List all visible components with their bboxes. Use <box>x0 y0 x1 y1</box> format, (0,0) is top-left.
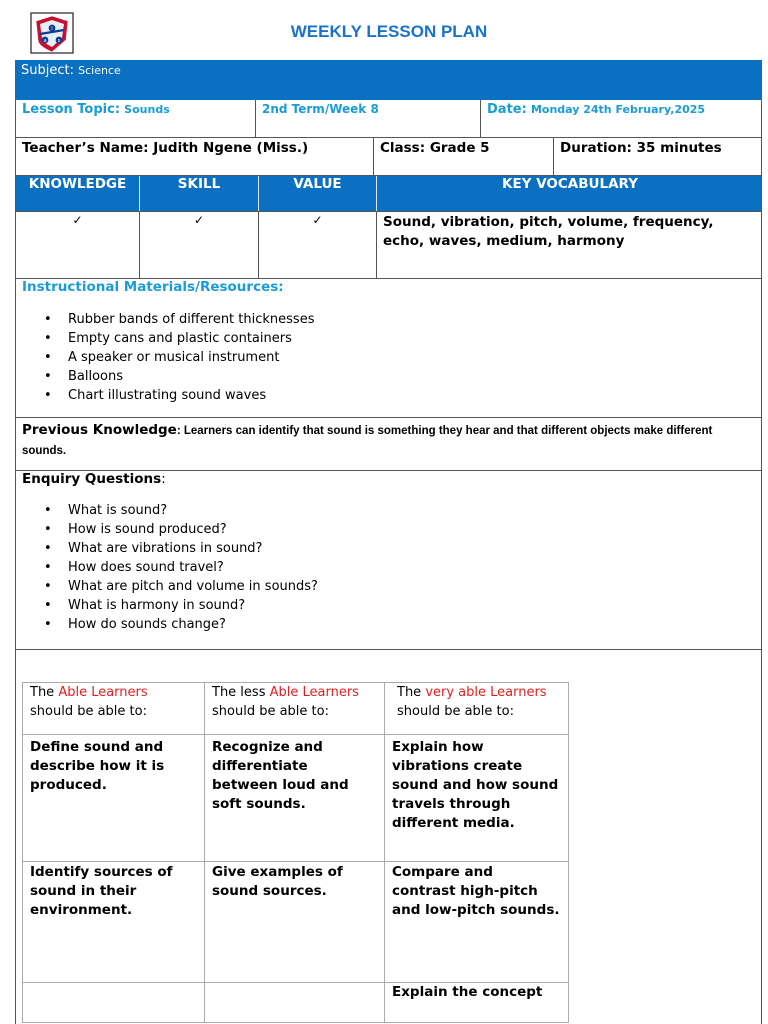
header-pre: The <box>397 685 426 700</box>
enquiry-list <box>44 501 318 634</box>
table-cell: Compare and contrast high-pitch and low-pitch sounds. <box>385 862 569 983</box>
duration-cell <box>554 138 763 175</box>
page-title: WEEKLY LESSON PLAN <box>290 22 488 41</box>
list-item: • What are vibrations in sound? <box>44 539 318 558</box>
header-pre: The less <box>212 685 270 700</box>
table-cell: Give examples of sound sources. <box>205 862 385 983</box>
logo-letter-3: s <box>57 38 61 44</box>
date-label: Date: <box>487 102 527 117</box>
duration-value: Duration: 35 minutes <box>560 140 722 156</box>
table-cell <box>205 983 385 1023</box>
skill-check: ✓ <box>140 212 259 278</box>
key-vocabulary-text: Sound, vibration, pitch, volume, frequency, echo, waves, medium, harmony <box>383 214 714 249</box>
table-row <box>23 983 569 1023</box>
table-cell: Recognize and differentiate between loud and soft sounds. <box>205 735 385 862</box>
list-item: • A speaker or musical instrument <box>44 348 314 367</box>
previous-knowledge-label: Previous Knowledge <box>22 422 177 438</box>
table-row <box>23 683 569 735</box>
able-learners-header <box>23 683 205 735</box>
term-cell <box>256 100 481 137</box>
enquiry-colon: : <box>161 471 166 487</box>
value-check: ✓ <box>259 212 377 278</box>
header-post: should be able to: <box>397 704 514 719</box>
subject-row <box>15 60 762 100</box>
knowledge-header: KNOWLEDGE <box>16 176 140 211</box>
previous-knowledge-section <box>15 418 762 471</box>
teacher-row <box>15 138 762 176</box>
table-cell: Explain the concept <box>385 983 569 1023</box>
very-able-learners-header <box>385 683 569 735</box>
materials-section <box>15 279 762 418</box>
list-item: • How does sound travel? <box>44 558 318 577</box>
logo-letter-2: i <box>51 26 53 32</box>
header-post: should be able to: <box>212 704 329 719</box>
header-post: should be able to: <box>30 704 147 719</box>
list-item: • What is harmony in sound? <box>44 596 318 615</box>
list-item: • What is sound? <box>44 501 318 520</box>
skill-header: SKILL <box>140 176 259 211</box>
table-row <box>23 862 569 983</box>
date-cell <box>481 100 763 137</box>
list-item: • What are pitch and volume in sounds? <box>44 577 318 596</box>
list-item: • Rubber bands of different thicknesses <box>44 310 314 329</box>
logo-letter-1: a <box>43 38 47 44</box>
class-value: Class: Grade 5 <box>380 140 490 156</box>
enquiry-heading-wrap <box>22 471 166 487</box>
table-cell: Define sound and describe how it is produced. <box>23 735 205 862</box>
subject-label: Subject: <box>21 63 74 78</box>
key-vocabulary-header: KEY VOCABULARY <box>502 176 638 192</box>
list-item: • Empty cans and plastic containers <box>44 329 314 348</box>
header-red: Able Learners <box>58 685 148 700</box>
teacher-cell <box>16 138 374 175</box>
topic-row <box>15 100 762 138</box>
subject-value: Science <box>78 64 121 77</box>
date-value: Monday 24th February,2025 <box>530 103 706 116</box>
less-able-learners-header <box>205 683 385 735</box>
table-cell: Explain how vibrations create sound and how sound travels through different media. <box>385 735 569 862</box>
teacher-name: Teacher’s Name: Judith Ngene (Miss.) <box>22 140 309 156</box>
list-item: • How is sound produced? <box>44 520 318 539</box>
list-item: • Chart illustrating sound waves <box>44 386 314 405</box>
header-red: very able Learners <box>425 685 547 700</box>
materials-list <box>44 310 314 405</box>
header-pre: The <box>30 685 59 700</box>
table-row <box>23 735 569 862</box>
class-cell <box>374 138 554 175</box>
lesson-topic-label: Lesson Topic: <box>22 102 121 117</box>
list-item: • How do sounds change? <box>44 615 318 634</box>
knowledge-check: ✓ <box>16 212 140 278</box>
materials-heading: Instructional Materials/Resources: <box>22 279 284 295</box>
header-red: Able Learners <box>269 685 359 700</box>
lesson-topic-cell <box>16 100 256 137</box>
table-cell <box>23 983 205 1023</box>
objectives-header-row <box>15 176 762 212</box>
term-value: 2nd Term/Week 8 <box>262 102 379 116</box>
list-item: • Balloons <box>44 367 314 386</box>
previous-knowledge-text: : Learners can identify that sound is something they hear and that different objects make different sounds. <box>22 425 713 457</box>
lesson-topic-value: Sounds <box>124 103 170 116</box>
value-header: VALUE <box>259 176 377 211</box>
learners-table <box>22 682 569 1023</box>
subject-field <box>21 63 121 78</box>
table-cell: Identify sources of sound in their environment. <box>23 862 205 983</box>
enquiry-section <box>15 471 762 650</box>
objectives-check-row <box>15 212 762 279</box>
enquiry-heading: Enquiry Questions <box>22 471 162 487</box>
